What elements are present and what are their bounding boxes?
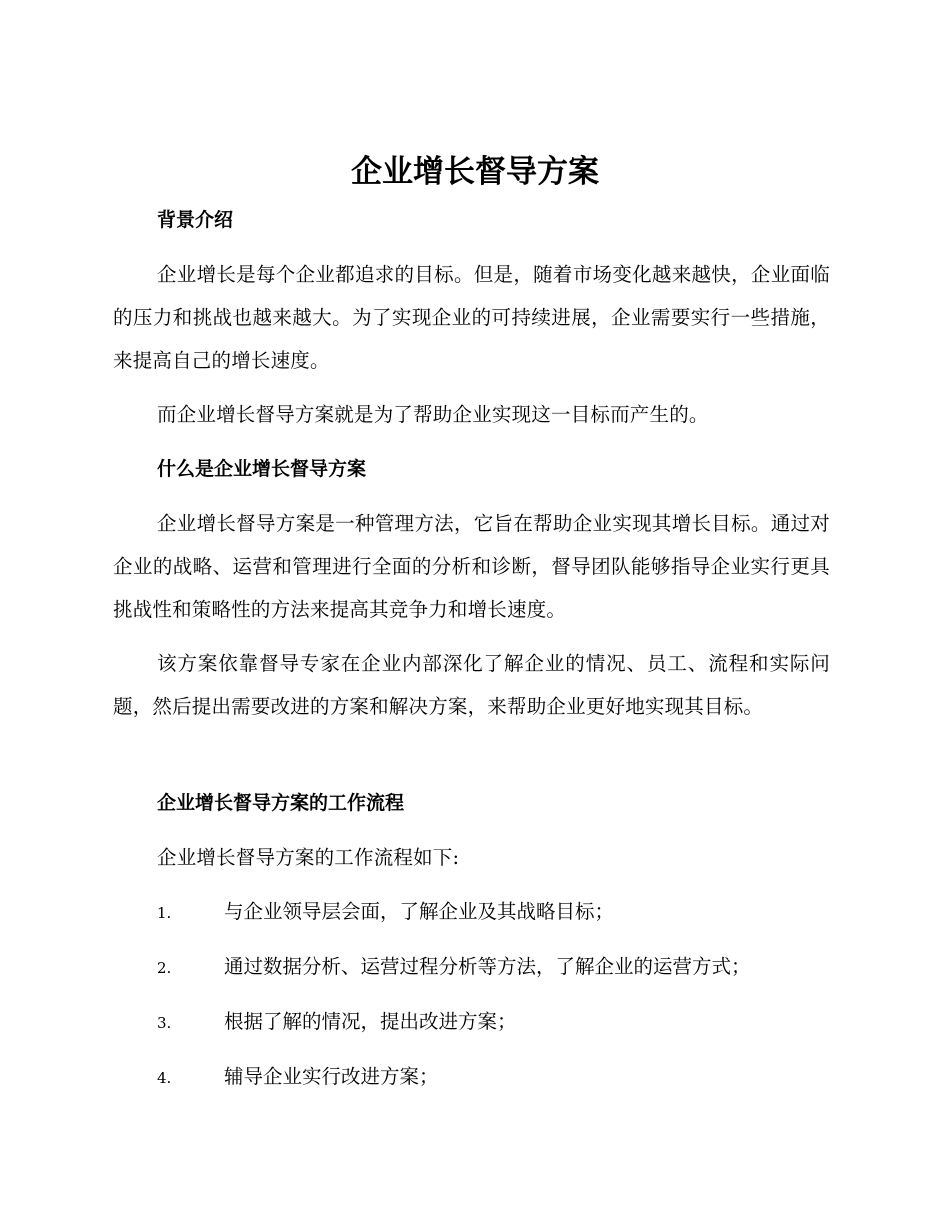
list-item-number: 1. <box>157 904 172 922</box>
section-heading-workflow: 企业增长督导方案的工作流程 <box>157 792 405 814</box>
list-item-text: 与企业领导层会面，了解企业及其战略目标； <box>224 900 615 923</box>
section-heading-what-is: 什么是企业增长督导方案 <box>157 458 367 480</box>
paragraph-what-is-2: 该方案依靠督导专家在企业内部深化了解企业的情况、员工、流程和实际问题，然后提出需要改进的方案和解决方案，来帮助企业更好地实现其目标。 <box>113 652 830 718</box>
paragraph-workflow-intro: 企业增长督导方案的工作流程如下: <box>157 846 460 869</box>
list-item <box>157 953 847 982</box>
document-title: 企业增长督导方案 <box>351 154 599 190</box>
list-item <box>157 1063 847 1092</box>
list-item-number: 4. <box>157 1069 172 1087</box>
list-item-text: 根据了解的情况，提出改进方案； <box>224 1010 517 1033</box>
paragraph-background-2: 而企业增长督导方案就是为了帮助企业实现这一目标而产生的。 <box>157 403 709 426</box>
list-item <box>157 1008 847 1037</box>
list-item-number: 3. <box>157 1014 172 1032</box>
list-item <box>157 898 847 927</box>
list-item-text: 辅导企业实行改进方案； <box>224 1065 439 1088</box>
paragraph-what-is-1: 企业增长督导方案是一种管理方法，它旨在帮助企业实现其增长目标。通过对企业的战略、运营和管理进行全面的分析和诊断，督导团队能够指导企业实行更具挑战性和策略性的方法来提高其竞争力和增长速度。 <box>113 512 830 621</box>
paragraph-background-1: 企业增长是每个企业都追求的目标。但是，随着市场变化越来越快，企业面临的压力和挑战也越来越大。为了实现企业的可持续进展，企业需要实行一些措施，来提高自己的增长速度。 <box>113 263 830 372</box>
section-heading-background: 背景介绍 <box>157 209 234 231</box>
list-item-number: 2. <box>157 959 172 977</box>
list-item-text: 通过数据分析、运营过程分析等方法，了解企业的运营方式； <box>224 955 751 978</box>
